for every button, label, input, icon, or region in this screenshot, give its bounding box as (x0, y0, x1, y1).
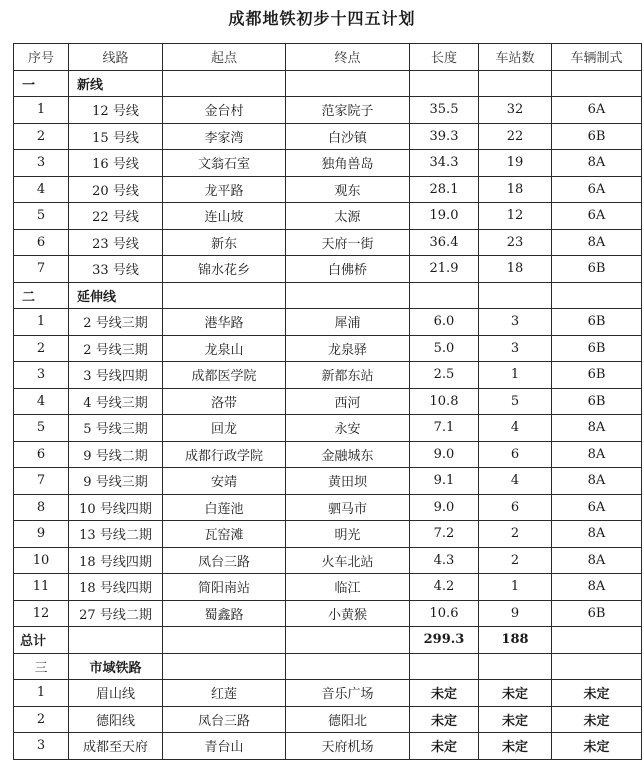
cell-stations: 2 (479, 521, 552, 548)
cell-length: 5.0 (410, 335, 479, 362)
table-row (14, 600, 642, 627)
cell-index: 1 (14, 309, 69, 336)
cell-stations: 9 (479, 600, 552, 627)
cell-length: 35.5 (410, 97, 479, 124)
cell-stations: 1 (479, 574, 552, 601)
cell-length: 21.9 (410, 256, 479, 283)
cell-vehicle: 6B (552, 309, 642, 336)
cell-end: 明光 (286, 521, 410, 548)
cell-stations: 4 (479, 415, 552, 442)
col-header-index: 序号 (14, 44, 69, 71)
empty-cell (69, 627, 163, 654)
table-row (14, 415, 642, 442)
cell-end: 临江 (286, 574, 410, 601)
cell-length: 28.1 (410, 176, 479, 203)
cell-stations: 5 (479, 388, 552, 415)
cell-stations: 6 (479, 494, 552, 521)
cell-start: 文翁石室 (163, 150, 286, 177)
section-name: 延伸线 (69, 282, 163, 309)
col-header-length: 长度 (410, 44, 479, 71)
section-name: 市域铁路 (69, 653, 163, 680)
cell-vehicle: 6B (552, 362, 642, 389)
cell-length: 10.6 (410, 600, 479, 627)
cell-line: 27 号线二期 (69, 600, 163, 627)
cell-end: 小黄猴 (286, 600, 410, 627)
cell-vehicle: 8A (552, 415, 642, 442)
cell-start: 回龙 (163, 415, 286, 442)
total-row (14, 627, 642, 654)
cell-stations: 12 (479, 203, 552, 230)
cell-vehicle: 8A (552, 547, 642, 574)
cell-line: 5 号线三期 (69, 415, 163, 442)
cell-index: 6 (14, 441, 69, 468)
cell-index: 3 (14, 733, 69, 760)
empty-cell (479, 282, 552, 309)
empty-cell (410, 282, 479, 309)
empty-cell (479, 653, 552, 680)
table-row (14, 309, 642, 336)
table-row (14, 150, 642, 177)
total-label: 总计 (14, 627, 69, 654)
cell-index: 12 (14, 600, 69, 627)
cell-start: 龙泉山 (163, 335, 286, 362)
cell-length: 39.3 (410, 123, 479, 150)
table-row (14, 123, 642, 150)
cell-stations: 未定 (479, 706, 552, 733)
cell-end: 金融城东 (286, 441, 410, 468)
cell-line: 16 号线 (69, 150, 163, 177)
empty-cell (286, 70, 410, 97)
table-row (14, 733, 642, 760)
cell-length: 36.4 (410, 229, 479, 256)
cell-index: 5 (14, 415, 69, 442)
cell-line: 3 号线四期 (69, 362, 163, 389)
cell-index: 3 (14, 150, 69, 177)
cell-start: 港华路 (163, 309, 286, 336)
cell-index: 9 (14, 521, 69, 548)
cell-length: 9.0 (410, 494, 479, 521)
cell-end: 白佛桥 (286, 256, 410, 283)
empty-cell (286, 627, 410, 654)
cell-line: 13 号线二期 (69, 521, 163, 548)
table-row (14, 97, 642, 124)
section-number: 二 (14, 282, 69, 309)
section-header-row (14, 282, 642, 309)
cell-line: 15 号线 (69, 123, 163, 150)
table-row (14, 547, 642, 574)
cell-line: 18 号线四期 (69, 574, 163, 601)
table-row (14, 706, 642, 733)
cell-vehicle: 6B (552, 256, 642, 283)
cell-index: 2 (14, 123, 69, 150)
cell-line: 成都至天府 (69, 733, 163, 760)
cell-index: 8 (14, 494, 69, 521)
table-row (14, 680, 642, 707)
cell-vehicle: 8A (552, 468, 642, 495)
cell-end: 火车北站 (286, 547, 410, 574)
cell-stations: 32 (479, 97, 552, 124)
cell-line: 德阳线 (69, 706, 163, 733)
cell-vehicle: 6A (552, 494, 642, 521)
cell-start: 连山坡 (163, 203, 286, 230)
cell-length: 未定 (410, 706, 479, 733)
total-length: 299.3 (410, 627, 479, 654)
col-header-start: 起点 (163, 44, 286, 71)
cell-end: 黄田坝 (286, 468, 410, 495)
cell-end: 独角兽岛 (286, 150, 410, 177)
cell-end: 龙泉驿 (286, 335, 410, 362)
cell-stations: 19 (479, 150, 552, 177)
cell-vehicle: 6B (552, 123, 642, 150)
empty-cell (552, 282, 642, 309)
cell-line: 23 号线 (69, 229, 163, 256)
cell-vehicle: 6B (552, 388, 642, 415)
cell-vehicle: 8A (552, 574, 642, 601)
cell-start: 凤台三路 (163, 547, 286, 574)
cell-vehicle: 未定 (552, 706, 642, 733)
table-row (14, 335, 642, 362)
cell-stations: 未定 (479, 680, 552, 707)
cell-end: 犀浦 (286, 309, 410, 336)
cell-vehicle: 未定 (552, 680, 642, 707)
cell-start: 金台村 (163, 97, 286, 124)
cell-vehicle: 6B (552, 600, 642, 627)
empty-cell (163, 627, 286, 654)
cell-start: 安靖 (163, 468, 286, 495)
cell-line: 2 号线三期 (69, 309, 163, 336)
cell-end: 西河 (286, 388, 410, 415)
cell-line: 18 号线四期 (69, 547, 163, 574)
cell-length: 10.8 (410, 388, 479, 415)
cell-vehicle: 6B (552, 335, 642, 362)
cell-stations: 22 (479, 123, 552, 150)
cell-stations: 23 (479, 229, 552, 256)
cell-line: 10 号线四期 (69, 494, 163, 521)
col-header-end: 终点 (286, 44, 410, 71)
empty-cell (479, 70, 552, 97)
cell-index: 11 (14, 574, 69, 601)
cell-index: 1 (14, 680, 69, 707)
cell-index: 2 (14, 706, 69, 733)
section-number: 三 (14, 653, 69, 680)
cell-length: 未定 (410, 680, 479, 707)
empty-cell (410, 653, 479, 680)
table-row (14, 521, 642, 548)
cell-stations: 3 (479, 309, 552, 336)
cell-end: 永安 (286, 415, 410, 442)
cell-vehicle: 6A (552, 203, 642, 230)
cell-line: 12 号线 (69, 97, 163, 124)
empty-cell (163, 282, 286, 309)
col-header-line: 线路 (69, 44, 163, 71)
cell-index: 1 (14, 97, 69, 124)
cell-start: 洛带 (163, 388, 286, 415)
cell-index: 7 (14, 468, 69, 495)
cell-vehicle: 6A (552, 176, 642, 203)
cell-vehicle: 8A (552, 441, 642, 468)
cell-index: 10 (14, 547, 69, 574)
cell-vehicle: 未定 (552, 733, 642, 760)
cell-start: 白莲池 (163, 494, 286, 521)
page-title: 成都地铁初步十四五计划 (228, 9, 416, 28)
empty-cell (410, 70, 479, 97)
cell-end: 太源 (286, 203, 410, 230)
cell-stations: 2 (479, 547, 552, 574)
cell-stations: 18 (479, 176, 552, 203)
cell-length: 4.3 (410, 547, 479, 574)
plan-table (13, 43, 642, 760)
header-row (14, 44, 642, 71)
table-row (14, 203, 642, 230)
table-row (14, 494, 642, 521)
cell-vehicle: 8A (552, 150, 642, 177)
cell-vehicle: 6A (552, 97, 642, 124)
cell-stations: 未定 (479, 733, 552, 760)
section-header-row (14, 653, 642, 680)
cell-line: 9 号线二期 (69, 441, 163, 468)
table-row (14, 229, 642, 256)
table-row (14, 441, 642, 468)
cell-end: 天府机场 (286, 733, 410, 760)
cell-index: 5 (14, 203, 69, 230)
col-header-vehicle: 车辆制式 (552, 44, 642, 71)
cell-line: 22 号线 (69, 203, 163, 230)
table-row (14, 388, 642, 415)
cell-stations: 3 (479, 335, 552, 362)
table-row (14, 574, 642, 601)
cell-index: 4 (14, 176, 69, 203)
cell-length: 7.1 (410, 415, 479, 442)
table-row (14, 468, 642, 495)
empty-cell (552, 653, 642, 680)
cell-end: 天府一街 (286, 229, 410, 256)
cell-line: 眉山线 (69, 680, 163, 707)
cell-vehicle: 8A (552, 229, 642, 256)
table-row (14, 256, 642, 283)
empty-cell (286, 282, 410, 309)
cell-stations: 4 (479, 468, 552, 495)
cell-line: 2 号线三期 (69, 335, 163, 362)
cell-start: 成都行政学院 (163, 441, 286, 468)
cell-length: 9.0 (410, 441, 479, 468)
table-row (14, 362, 642, 389)
cell-length: 9.1 (410, 468, 479, 495)
section-name: 新线 (69, 70, 163, 97)
cell-start: 凤台三路 (163, 706, 286, 733)
cell-index: 6 (14, 229, 69, 256)
cell-length: 19.0 (410, 203, 479, 230)
cell-index: 7 (14, 256, 69, 283)
cell-stations: 18 (479, 256, 552, 283)
cell-length: 4.2 (410, 574, 479, 601)
cell-start: 成都医学院 (163, 362, 286, 389)
cell-start: 蜀鑫路 (163, 600, 286, 627)
cell-end: 范家院子 (286, 97, 410, 124)
cell-start: 简阳南站 (163, 574, 286, 601)
cell-line: 20 号线 (69, 176, 163, 203)
cell-length: 2.5 (410, 362, 479, 389)
cell-index: 3 (14, 362, 69, 389)
cell-index: 4 (14, 388, 69, 415)
cell-end: 白沙镇 (286, 123, 410, 150)
empty-cell (163, 653, 286, 680)
section-number: 一 (14, 70, 69, 97)
cell-line: 4 号线三期 (69, 388, 163, 415)
empty-cell (552, 627, 642, 654)
cell-end: 观东 (286, 176, 410, 203)
cell-line: 9 号线三期 (69, 468, 163, 495)
cell-length: 未定 (410, 733, 479, 760)
cell-stations: 1 (479, 362, 552, 389)
cell-start: 红莲 (163, 680, 286, 707)
cell-end: 驷马市 (286, 494, 410, 521)
cell-index: 2 (14, 335, 69, 362)
cell-stations: 6 (479, 441, 552, 468)
cell-end: 音乐广场 (286, 680, 410, 707)
cell-start: 瓦窑滩 (163, 521, 286, 548)
empty-cell (286, 653, 410, 680)
cell-end: 德阳北 (286, 706, 410, 733)
cell-start: 李家湾 (163, 123, 286, 150)
cell-start: 新东 (163, 229, 286, 256)
cell-vehicle: 8A (552, 521, 642, 548)
empty-cell (163, 70, 286, 97)
cell-start: 龙平路 (163, 176, 286, 203)
total-stations: 188 (479, 627, 552, 654)
cell-start: 锦水花乡 (163, 256, 286, 283)
cell-end: 新都东站 (286, 362, 410, 389)
table-row (14, 176, 642, 203)
empty-cell (552, 70, 642, 97)
cell-length: 34.3 (410, 150, 479, 177)
cell-length: 7.2 (410, 521, 479, 548)
cell-length: 6.0 (410, 309, 479, 336)
section-header-row (14, 70, 642, 97)
col-header-stations: 车站数 (479, 44, 552, 71)
cell-line: 33 号线 (69, 256, 163, 283)
cell-start: 青台山 (163, 733, 286, 760)
